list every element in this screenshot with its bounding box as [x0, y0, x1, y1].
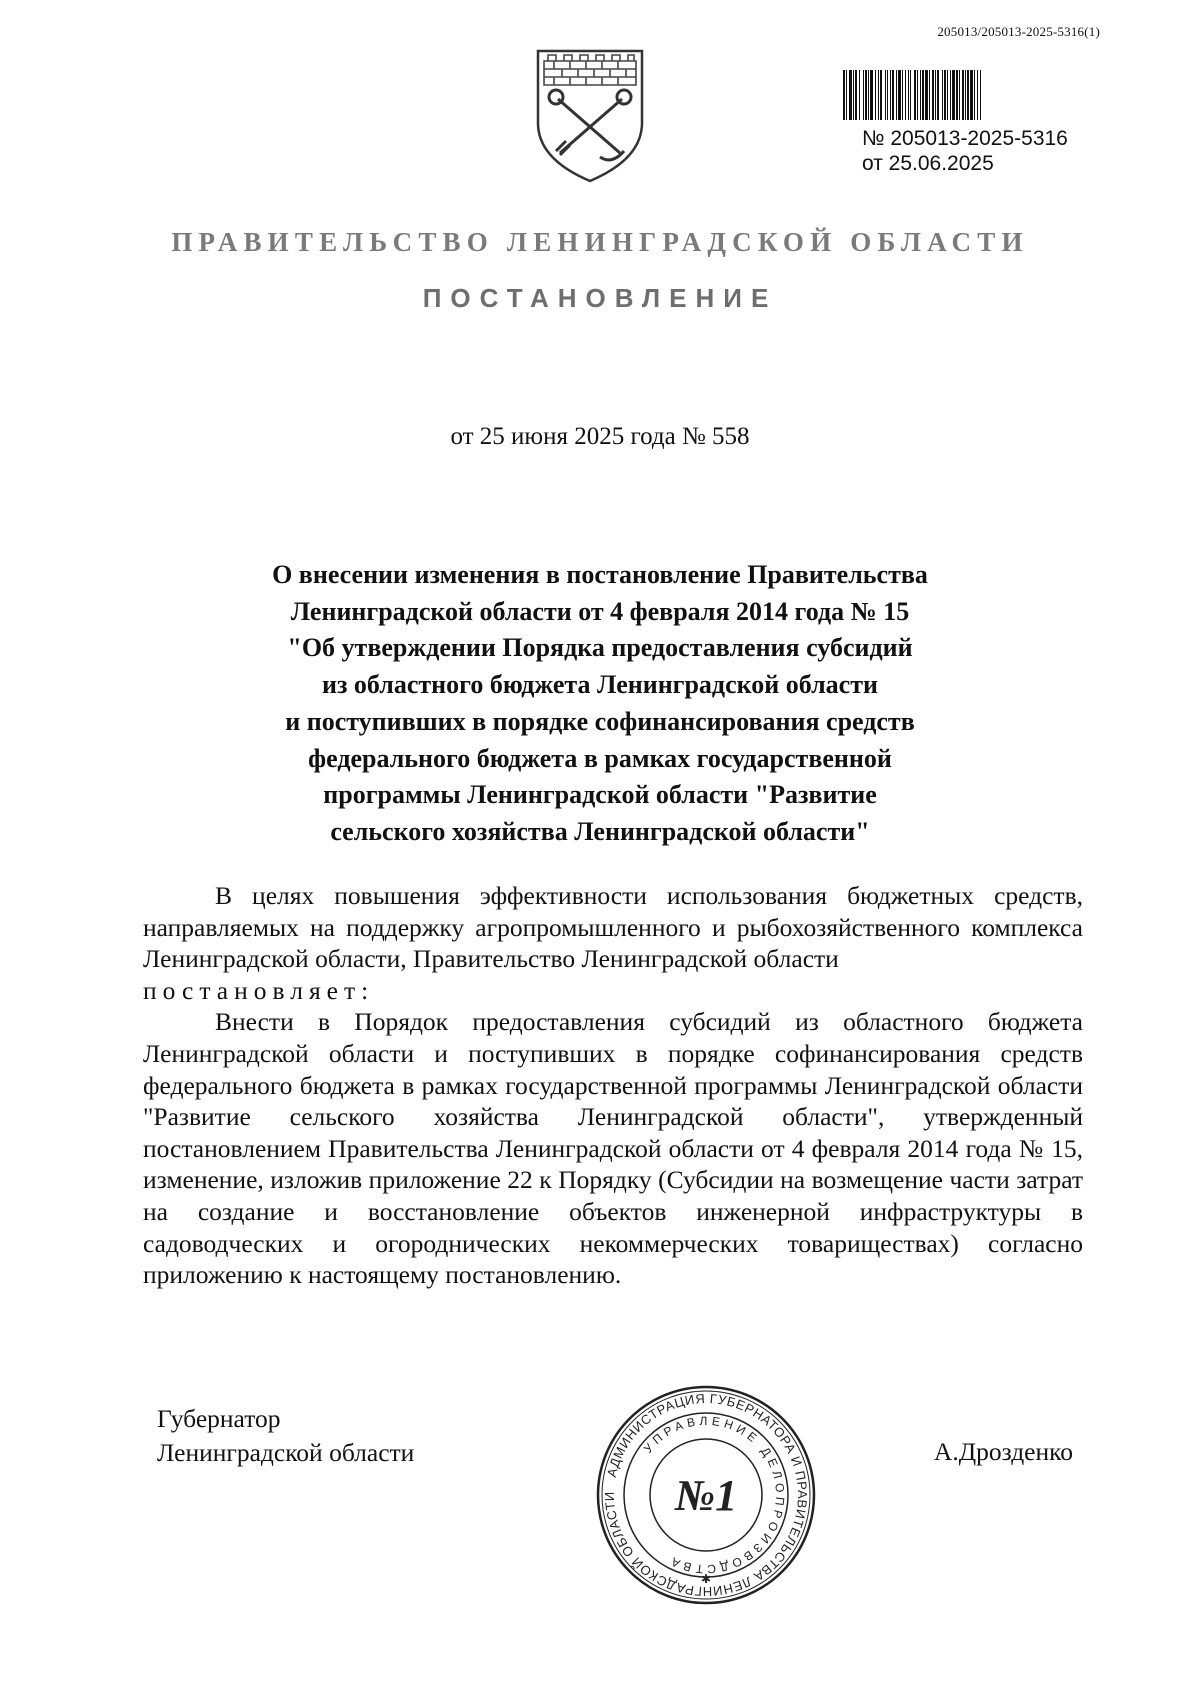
title-line: О внесении изменения в постановление Правительства	[272, 560, 928, 589]
stamp-inner-text: УПРАВЛЕНИЕ ДЕЛОПРОИЗВОДСТВА	[640, 1413, 788, 1577]
title-line: федерального бюджета в рамках государственной	[308, 743, 892, 773]
stamp-star-icon: ✱	[700, 1572, 712, 1586]
title-line: Ленинградской области от 4 февраля 2014 года № 15	[290, 596, 910, 626]
signatory-position-line2: Ленинградской области	[157, 1438, 415, 1467]
title-line: программы Ленинградской области "Развитие	[323, 780, 877, 810]
document-type-heading: ПОСТАНОВЛЕНИЕ	[422, 283, 778, 313]
operative-paragraph: Внести в Порядок предоставления субсидий из областного бюджета Ленинградской области и поступивших в порядке софинансирования средств федерального бюджета в рамках государственной программы Ленинградской области "Развитие сельского хозяйства Ленинградской области", утвержденный постановлением Правительства Ленинградской области от 4 февраля 2014 года № 15, изменение, изложив приложение 22 к Порядку (Субсидии на возмещение части затрат на создание и восстановление объектов инженерной инфраструктуры в садоводческих и огороднических некоммерческих товариществах) согласно приложению к настоящему постановлению.	[143, 1007, 1083, 1290]
preamble-paragraph: В целях повышения эффективности использования бюджетных средств, направляемых на поддержку агропромышленного и рыбохозяйственного комплекса Ленинградской области, Правительство Ленинградской области	[143, 881, 1083, 974]
registration-date: от 25.06.2025	[862, 152, 994, 175]
document-title	[200, 557, 1000, 851]
title-line: сельского хозяйства Ленинградской области"	[330, 816, 870, 846]
title-line: и поступивших в порядке софинансирования средств	[285, 706, 915, 736]
resolves-word: постановляет:	[143, 975, 375, 1005]
registration-number: № 205013-2025-5316	[862, 127, 1068, 150]
government-heading: ПРАВИТЕЛЬСТВО ЛЕНИНГРАДСКОЙ ОБЛАСТИ	[171, 227, 1029, 257]
act-date: от 25 июня 2025 года № 558	[450, 423, 750, 450]
title-line: "Об утверждении Порядка предоставления субсидий	[287, 633, 913, 663]
coat-of-arms-icon	[530, 45, 650, 185]
document-body	[143, 880, 1083, 1291]
title-line: из областного бюджета Ленинградской области	[322, 670, 878, 700]
stamp-outer-text: АДМИНИСТРАЦИЯ ГУБЕРНАТОРА И ПРАВИТЕЛЬСТВА ЛЕНИНГРАДСКОЙ ОБЛАСТИ	[601, 1390, 811, 1600]
barcode	[843, 70, 1105, 120]
registration-block	[862, 126, 1068, 176]
stamp-number: №1	[674, 1471, 738, 1520]
document-code: 205013/205013-2025-5316(1)	[937, 24, 1100, 39]
signatory-position-line1: Губернатор	[157, 1404, 281, 1433]
signatory-position	[157, 1402, 414, 1470]
signatory-name: А.Дрозденко	[933, 1437, 1073, 1466]
official-stamp	[594, 1383, 818, 1607]
